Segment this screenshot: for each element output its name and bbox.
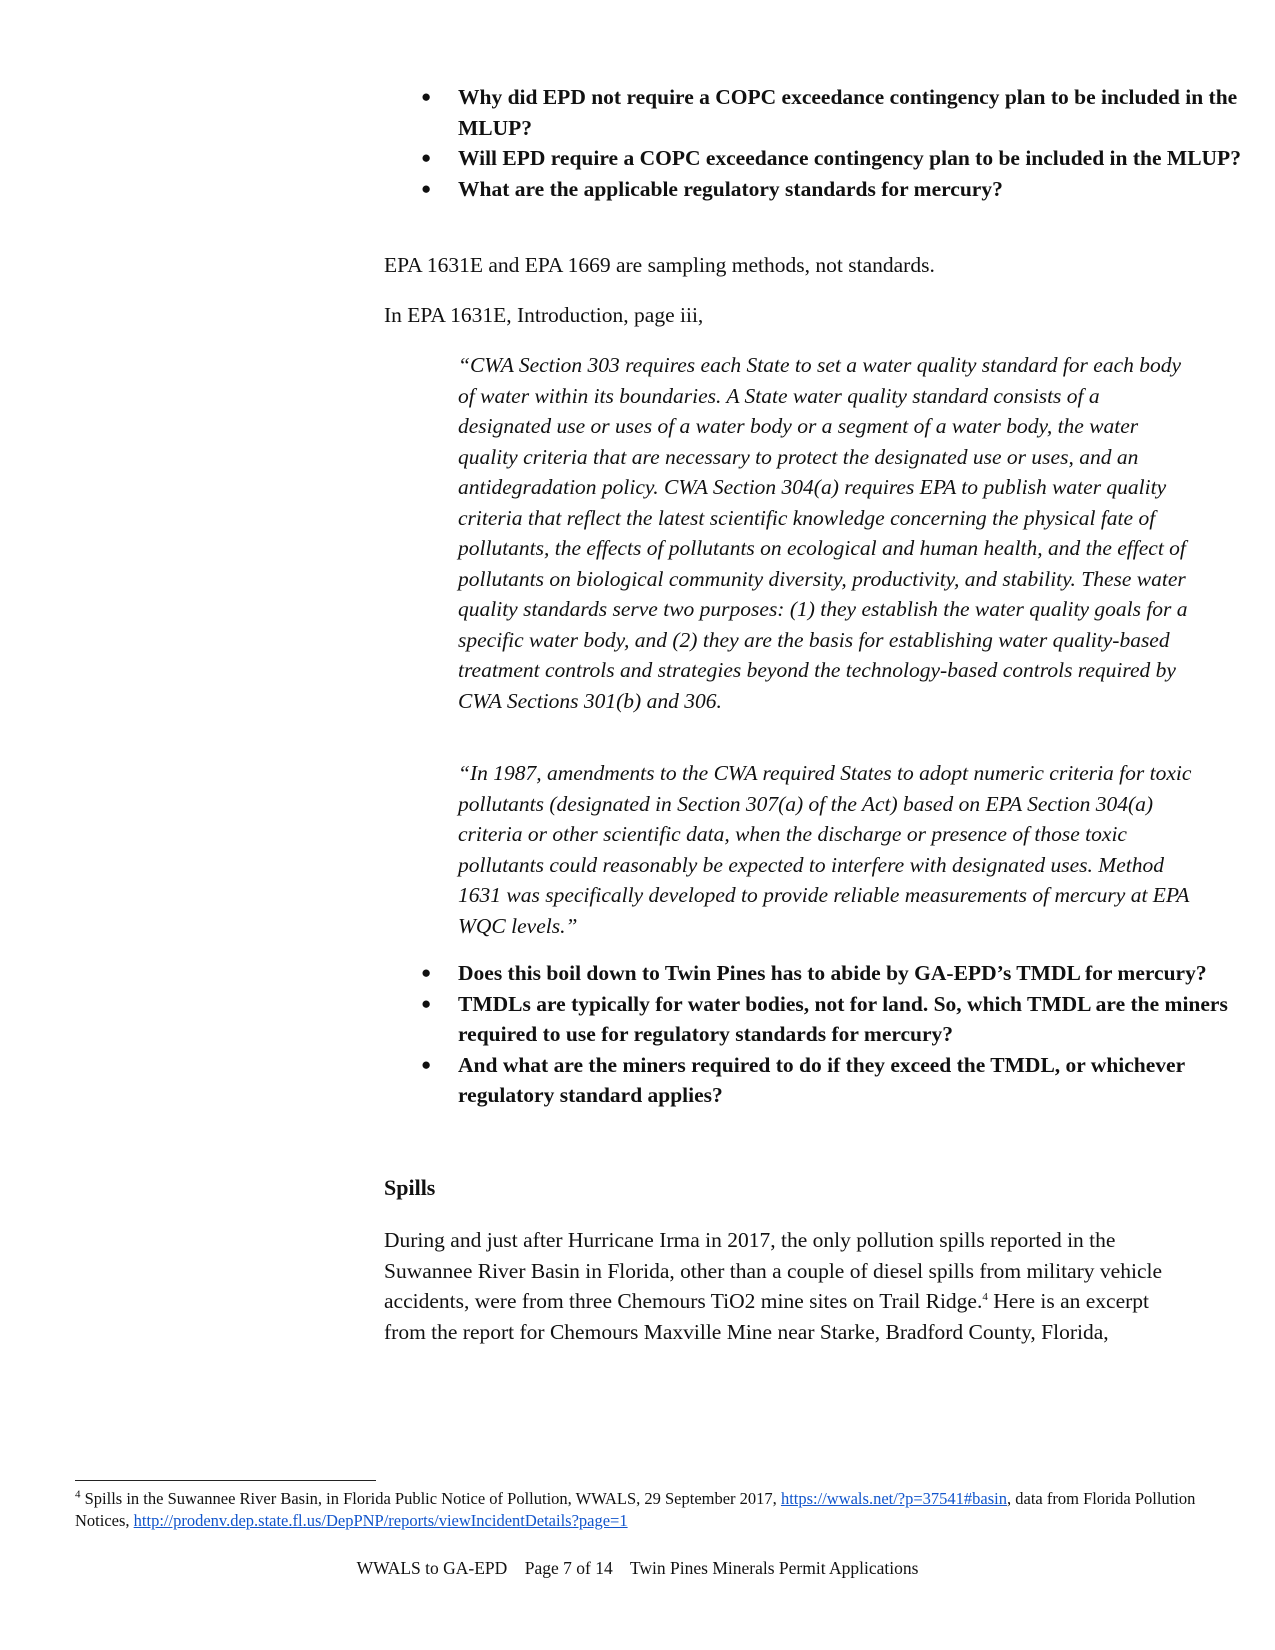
- list-item: [421, 174, 1268, 205]
- list-item-text: Does this boil down to Twin Pines has to abide by GA-EPD’s TMDL for mercury?: [458, 961, 1207, 985]
- bullet-icon: ●: [421, 148, 432, 167]
- list-item-text: Will EPD require a COPC exceedance contingency plan to be included in the MLUP?: [458, 146, 1241, 170]
- footnote-4: [75, 1488, 1205, 1532]
- paragraph-methods: EPA 1631E and EPA 1669 are sampling methods, not standards.: [384, 253, 935, 277]
- list-item-text: What are the applicable regulatory standards for mercury?: [458, 176, 1003, 201]
- question-list-top: [384, 82, 1268, 204]
- bullet-icon: ●: [421, 993, 432, 1013]
- list-item: [421, 82, 1268, 143]
- footnote-mark: 4: [75, 1488, 81, 1501]
- bullet-icon: ●: [421, 178, 432, 198]
- footnote-reference[interactable]: 4: [982, 1290, 988, 1303]
- footnote-link-fl-notices[interactable]: http://prodenv.dep.state.fl.us/DepPNP/reports/viewIncidentDetails?page=1: [133, 1511, 628, 1530]
- list-item: [421, 143, 1268, 174]
- footnote-text-continued: , data from Florida Pollution Notices,: [75, 1489, 1196, 1530]
- list-item: [421, 989, 1268, 1050]
- list-item: [421, 1050, 1268, 1111]
- list-item-text: Why did EPD not require a COPC exceedance contingency plan to be included in the MLUP?: [458, 85, 1238, 140]
- quote-1987-amendments: “In 1987, amendments to the CWA required States to adopt numeric criteria for toxic pollutants (designated in Section 307(a) of the Act) based on EPA Section 304(a) criteria or other scientific data, when the discharge or presence of those toxic pollutants could reasonably be expected to interfere with designated uses. Method 1631 was specifically developed to provide reliable measurements of mercury at EPA WQC levels.”: [458, 761, 1192, 938]
- spills-text: During and just after Hurricane Irma in 2017, the only pollution spills reported in the Suwannee River Basin in Florida, other than a couple of diesel spills from military vehicle accidents, were from three Chemours TiO2 mine sites on Trail Ridge.: [384, 1228, 1162, 1313]
- section-heading-spills: Spills: [384, 1175, 436, 1200]
- bullet-icon: ●: [421, 87, 432, 106]
- paragraph-intro: In EPA 1631E, Introduction, page iii,: [384, 303, 704, 327]
- list-item-text: And what are the miners required to do if they exceed the TMDL, or whichever regulatory standard applies?: [458, 1052, 1185, 1107]
- quote-cwa-section-303: “CWA Section 303 requires each State to set a water quality standard for each body of water within its boundaries. A State water quality standard consists of a designated use or uses of a water body or a segment of a water body, the water quality criteria that are necessary to protect the designated use or uses, and an antidegradation policy. CWA Section 304(a) requires EPA to publish water quality criteria that reflect the latest scientific knowledge concerning the physical fate of pollutants, the effects of pollutants on ecological and human health, and the effect of pollutants on biological community diversity, productivity, and stability. These water quality standards serve two purposes: (1) they establish the water quality goals for a specific water body, and (2) they are the basis for establishing water quality-based treatment controls and strategies beyond the technology-based controls required by CWA Sections 301(b) and 306.: [458, 353, 1188, 713]
- spills-text-continued: Here is an excerpt from the report for Chemours Maxville Mine near Starke, Bradford County, Florida,: [384, 1289, 1150, 1344]
- footnote-text: Spills in the Suwannee River Basin, in Florida Public Notice of Pollution, WWALS, 29 September 2017,: [80, 1489, 781, 1508]
- page-footer: WWALS to GA-EPD Page 7 of 14 Twin Pines Minerals Permit Applications: [356, 1558, 919, 1578]
- bullet-icon: ●: [421, 963, 432, 982]
- footnote-link-wwals[interactable]: https://wwals.net/?p=37541#basin: [780, 1489, 1008, 1508]
- question-list-bottom: [384, 958, 1268, 1111]
- list-item-text: TMDLs are typically for water bodies, not for land. So, which TMDL are the miners required to use for regulatory standards for mercury?: [458, 991, 1228, 1046]
- list-item: [421, 958, 1268, 989]
- bullet-icon: ●: [421, 1054, 432, 1074]
- footnote-divider: [75, 1480, 376, 1481]
- paragraph-spills: [384, 1225, 1194, 1347]
